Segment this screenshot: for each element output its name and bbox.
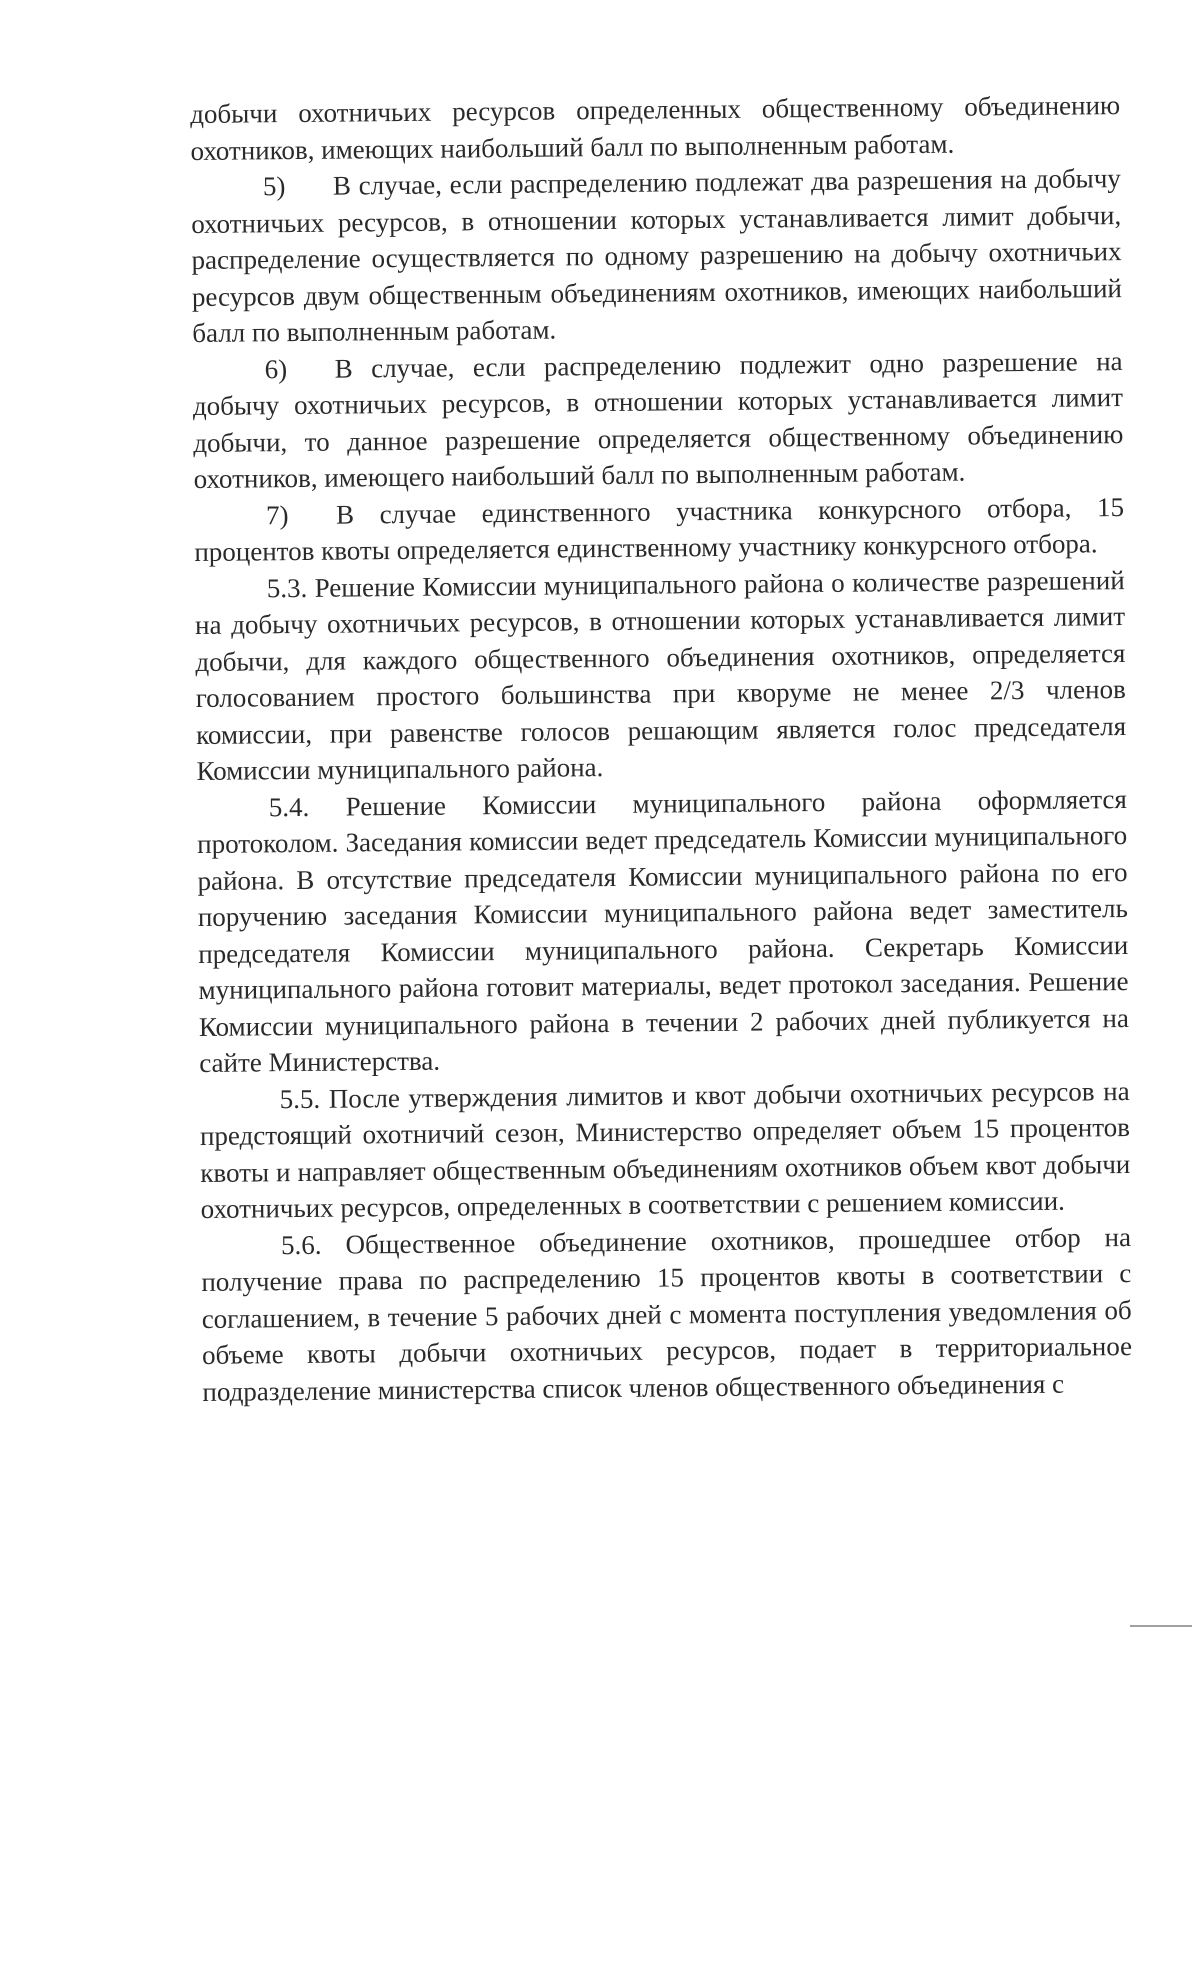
paragraph-item-6 (192, 343, 1123, 498)
paragraph-text: В случае, если распределению подлежит одно разрешение на добычу охотничьих ресурсов, в отношении которых устанавливается лимит добычи, то данное разрешение определяется общественному объединению охотников, имеющего наибольший балл по выполненным работам. (192, 345, 1124, 494)
item-number: 7) (265, 499, 289, 530)
paragraph-text: добычи охотничьих ресурсов определенных общественному объединению охотников, имеющих наибольший балл по выполненным работам. (190, 90, 1121, 166)
paragraph-text: В случае единственного участника конкурсного отбора, 15 процентов квоты определяется единственному участнику конкурсного отбора. (194, 491, 1125, 567)
paragraph-5-6 (201, 1219, 1133, 1410)
item-number: 6) (264, 353, 288, 384)
paragraph-item-5 (191, 160, 1123, 351)
paragraph-5-5 (199, 1073, 1130, 1228)
paragraph-text: 5.6. Общественное объединение охотников, прошедшее отбор на получение права по распределению 15 процентов квоты в соответствии с соглашением, в течение 5 рабочих дней с момента поступления уведомления об объеме квоты добычи охотничьих ресурсов, подает в территориальное подразделение министерства список членов общественного объединения с (201, 1221, 1133, 1407)
paragraph-5-4 (197, 781, 1130, 1082)
paragraph-text: 5.4. Решение Комиссии муниципального района оформляется протоколом. Заседания комиссии ведет председатель Комиссии муниципального района. В отсутствие председателя Комиссии муниципального района по его поручению заседания Комиссии муниципального района ведет заместитель председателя Комиссии муниципального района. Секретарь Комиссии муниципального района готовит материалы, ведет протокол заседания. Решение Комиссии муниципального района в течении 2 рабочих дней публикуется на сайте Министерства. (197, 783, 1130, 1078)
paragraph-text: 5.3. Решение Комиссии муниципального района о количестве разрешений на добычу охотничьих ресурсов, в отношении которых устанавливается лимит добычи, для каждого общественного объединения охотников, определяется голосованием простого большинства при кворуме не менее 2/3 членов комиссии, при равенстве голосов решающим является голос председателя Комиссии муниципального района. (194, 564, 1127, 786)
document-body (190, 87, 1133, 1410)
paragraph-text: В случае, если распределению подлежат два разрешения на добычу охотничьих ресурсов, в отношении которых устанавливается лимит добычи, распределение осуществляется по одному разрешению на добычу охотничьих ресурсов двум общественным объединениям охотников, имеющих наибольший балл по выполненным работам. (191, 163, 1123, 348)
scan-edge-mark (1130, 1625, 1192, 1627)
item-number: 5) (262, 171, 286, 202)
paragraph-continuation (190, 87, 1121, 169)
paragraph-item-7 (194, 489, 1125, 571)
paragraph-5-3 (195, 562, 1127, 790)
paragraph-text: 5.5. После утверждения лимитов и квот добычи охотничьих ресурсов на предстоящий охотничий сезон, Министерство определяет объем 15 процентов квоты и направляет общественным объединениям охотников объем квот добычи охотничьих ресурсов, определенных в соответствии с решением комиссии. (199, 1075, 1131, 1224)
